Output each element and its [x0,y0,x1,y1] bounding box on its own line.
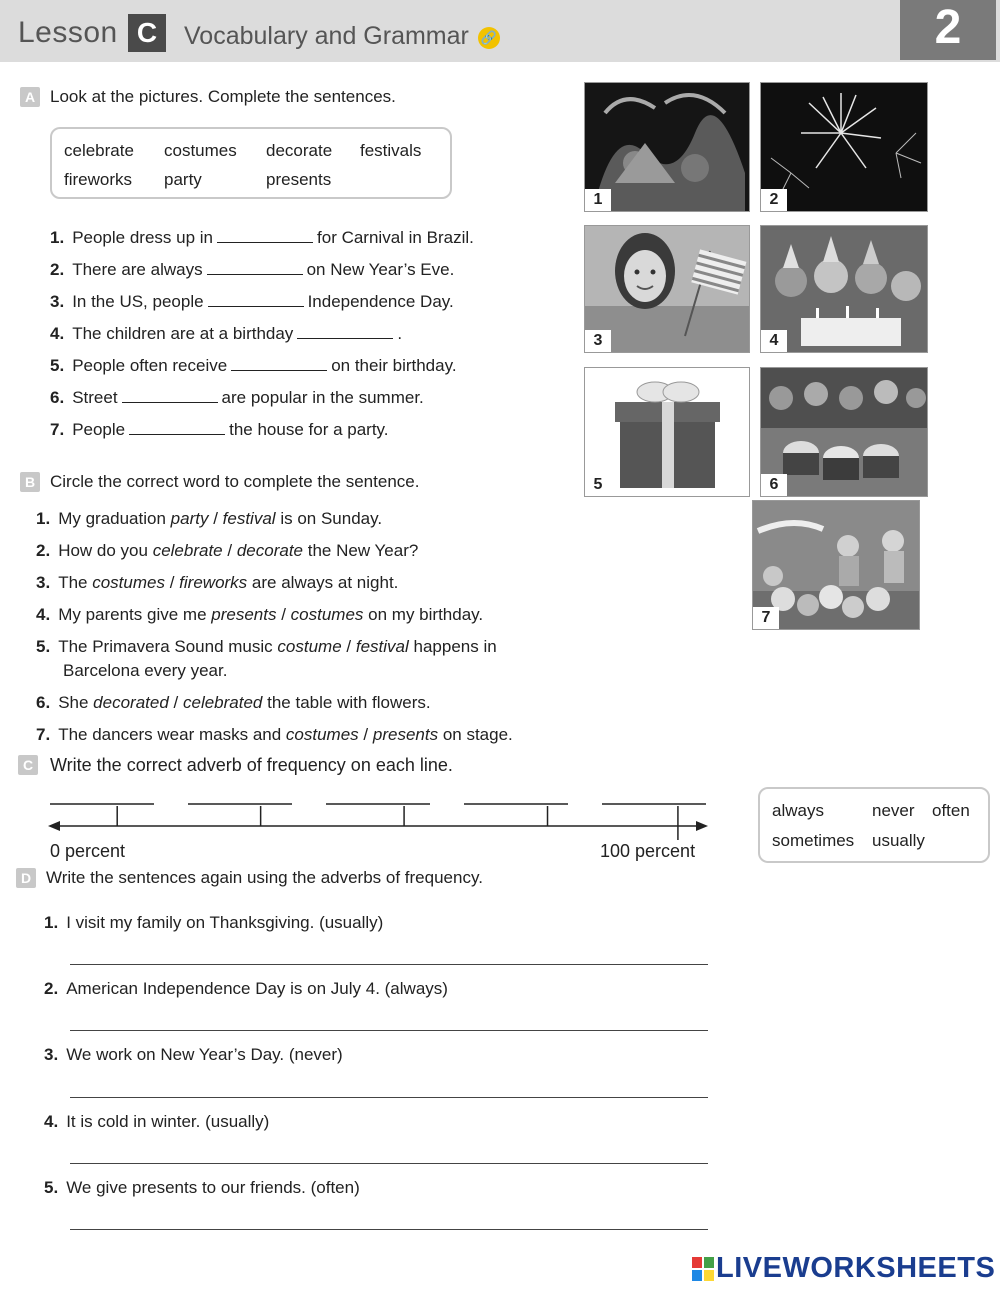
picture-fireworks [760,82,928,212]
separator: / [281,605,286,624]
item-text-after: the New Year? [307,541,419,560]
list-item [50,260,454,280]
choice-option[interactable]: fireworks [179,573,248,592]
word-bank-item: never [872,801,915,820]
item-text: We work on New Year’s Day. (never) [66,1045,343,1064]
word-bank-item: party [164,170,202,189]
section-c-badge: C [18,755,38,775]
section-d-badge: D [16,868,36,888]
item-number: 6. [50,388,65,407]
item-text-after: on New Year’s Eve. [306,260,455,279]
answer-line[interactable] [70,1229,708,1230]
section-a-instruction: Look at the pictures. Complete the sentences. [50,87,396,106]
item-number: 2. [44,979,59,998]
word-bank-item: always [772,801,824,820]
section-b-instruction: Circle the correct word to complete the sentence. [50,472,420,491]
picture-number: 2 [761,189,787,211]
answer-blank[interactable] [129,422,225,435]
choice-option[interactable]: festival [222,509,276,528]
section-c-instruction: Write the correct adverb of frequency on each line. [50,755,453,775]
picture-street-festival [760,367,928,497]
item-text-after: is on Sunday. [280,509,383,528]
answer-line[interactable] [70,1030,708,1031]
liveworksheets-logo-icon [692,1257,714,1281]
picture-number: 5 [585,474,611,496]
choice-option[interactable]: celebrated [183,693,263,712]
picture-carnival [584,82,750,212]
item-text-after: on stage. [442,725,513,744]
word-bank-item: usually [872,831,925,850]
lesson-word: Lesson [18,16,118,49]
item-number: 3. [50,292,65,311]
picture-gift [584,367,750,497]
picture-number: 1 [585,189,611,211]
item-text-before: The Primavera Sound music [58,637,273,656]
word-bank-item: costumes [164,141,237,160]
item-number: 2. [36,541,51,560]
item-text-after: Independence Day. [307,292,454,311]
item-text-after: happens in [413,637,497,656]
choice-option[interactable]: costumes [290,605,364,624]
list-item [36,541,418,561]
word-bank-item: decorate [266,141,333,160]
item-text: It is cold in winter. (usually) [66,1112,270,1131]
choice-option[interactable]: costumes [285,725,359,744]
item-number: 4. [44,1112,59,1131]
item-number: 1. [36,509,51,528]
picture-number: 4 [761,330,787,352]
scale-arrow-right [696,821,708,831]
item-text-before: My parents give me [58,605,207,624]
word-bank-c [758,787,990,863]
item-text-before: People [72,420,126,439]
item-text-after: for Carnival in Brazil. [317,228,474,247]
choice-option[interactable]: party [170,509,209,528]
choice-option[interactable]: costumes [92,573,165,592]
list-item-continuation: Barcelona every year. [63,661,228,680]
picture-decorated-room [752,500,920,630]
picture-number: 6 [761,474,787,496]
picture-number: 3 [585,330,611,352]
answer-blank[interactable] [208,294,304,307]
item-number: 1. [44,913,59,932]
choice-option[interactable]: presents [372,725,439,744]
item-number: 7. [36,725,51,744]
list-item [50,228,474,248]
link-icon[interactable]: 🔗 [478,27,500,49]
list-item [50,292,454,312]
item-text-before: People often receive [72,356,228,375]
word-bank-a [50,127,452,199]
item-number: 4. [50,324,65,343]
item-text-after: on their birthday. [331,356,457,375]
word-bank-item: often [932,801,970,820]
word-bank-item: fireworks [64,170,133,189]
answer-blank[interactable] [297,326,393,339]
scale-end-label: 100 percent [600,841,696,861]
item-text-before: There are always [72,260,203,279]
choice-option[interactable]: festival [355,637,409,656]
scale-start-label: 0 percent [50,841,126,861]
separator: / [213,509,218,528]
list-item [50,356,457,376]
picture-girl-flag [584,225,750,353]
item-number: 4. [36,605,51,624]
item-number: 7. [50,420,65,439]
separator: / [169,573,175,592]
item-text-before: How do you [58,541,148,560]
item-number: 1. [50,228,65,247]
answer-blank[interactable] [231,358,327,371]
list-item [36,573,398,593]
list-item [50,388,424,408]
liveworksheets-brand: LIVEWORKSHEETS [716,1252,996,1284]
list-item [36,725,513,745]
item-text-after: are always at night. [251,573,399,592]
picture-number: 7 [753,607,779,629]
separator: / [346,637,352,656]
section-a-badge: A [20,87,40,107]
item-number: 5. [36,637,51,656]
list-item [36,693,431,713]
lesson-letter: C [128,14,166,52]
item-text-before: The dancers wear masks and [58,725,282,744]
separator: / [173,693,179,712]
list-item [36,509,382,529]
item-number: 5. [44,1178,59,1197]
word-bank-item: festivals [360,141,422,160]
answer-blank[interactable] [217,230,313,243]
answer-line[interactable] [70,1163,708,1164]
item-text-before: People dress up in [72,228,214,247]
answer-line[interactable] [70,964,708,965]
list-item [36,605,483,625]
choice-option[interactable]: costume [277,637,342,656]
unit-number: 2 [900,0,996,60]
list-item [50,324,402,344]
list-item [44,1112,269,1132]
choice-option[interactable]: celebrate [152,541,223,560]
item-text-before: The [58,573,88,592]
answer-line[interactable] [70,1097,708,1098]
item-text-after: the table with flowers. [267,693,431,712]
item-text-before: In the US, people [72,292,204,311]
list-item [44,1178,360,1198]
item-text-after: on my birthday. [368,605,484,624]
item-text-after: the house for a party. [229,420,389,439]
word-bank-item: sometimes [772,831,855,850]
word-bank-item: presents [266,170,332,189]
item-text: American Independence Day is on July 4. (always) [66,979,448,998]
list-item [44,1045,343,1065]
item-text: I visit my family on Thanksgiving. (usually) [66,913,384,932]
choice-option[interactable]: decorate [236,541,304,560]
item-text-before: The children are at a birthday [72,324,294,343]
item-text-after: . [397,324,403,343]
item-text-before: My graduation [58,509,166,528]
scale-arrow-left [48,821,60,831]
list-item [44,979,448,999]
word-bank-item: celebrate [64,141,134,160]
frequency-scale [46,790,710,840]
answer-blank[interactable] [207,262,303,275]
item-number: 5. [50,356,65,375]
section-b-badge: B [20,472,40,492]
lesson-title: Vocabulary and Grammar [184,22,469,50]
item-number: 3. [44,1045,59,1064]
separator: / [227,541,233,560]
item-number: 6. [36,693,51,712]
choice-option[interactable]: presents [211,605,277,624]
item-text-before: Street [72,388,118,407]
separator: / [363,725,369,744]
item-text: We give presents to our friends. (often) [66,1178,360,1197]
answer-blank[interactable] [122,390,218,403]
list-item [36,637,497,657]
item-text-before: She [58,693,89,712]
frequency-scale-svg [46,790,710,840]
item-number: 2. [50,260,65,279]
section-d-instruction: Write the sentences again using the adverbs of frequency. [46,868,483,887]
choice-option[interactable]: decorated [93,693,169,712]
list-item [50,420,389,440]
item-number: 3. [36,573,51,592]
list-item [44,913,383,933]
picture-birthday [760,225,928,353]
item-text-after: are popular in the summer. [221,388,424,407]
